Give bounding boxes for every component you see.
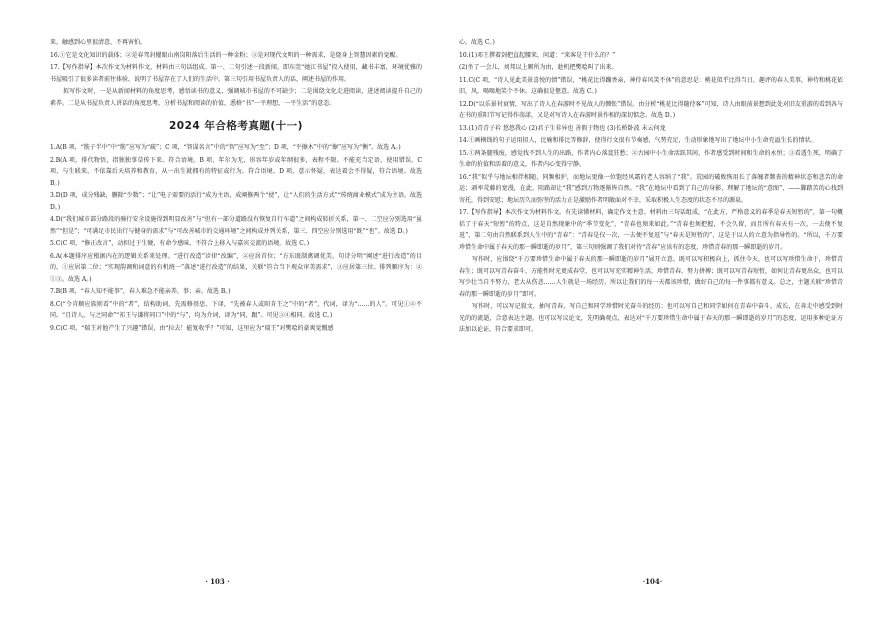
answer-item: 12.D(“以乐景衬衰情，写出了诗人在春游时不见故人的惆怅”错误。由分析“桃花比得随待客”可知，诗人由眼前景想到此处对旧友重游的看到各与在书的重阳节写记得作荡漾，又是对写诗人在春游时景作相的深切惦念。故选 D。): [459, 100, 843, 119]
left-intro-paragraphs: [50, 37, 422, 109]
intro-paragraph: 来，触感到心里很清意，不再害怕。: [50, 39, 147, 46]
answer-item: 13.(1)青青子衿 悠悠我心 (2)君子生非异也 善假于物也 (3)长桥卧波 未云何龙: [459, 124, 666, 132]
right-answer-list: [459, 37, 843, 253]
answer-item: 4.D(“我们城市部分路段的骑行安全设施得到明显改善”与“但有一部分道路没有恢复自行车道”之间构成转折关系，第一、二空应分别选用“虽然”“但是”；“可满足市民出行与健身的需求”与“可改善城市的交通环境”之间构成并列关系，第三、四空应分别选用“既”“也”。故选 D。): [50, 216, 422, 235]
answer-item: 14.①画横线的句子运用拟人，比喻和排比等修辞，使得行文很有节奏感，气势充足，生动形象地写出了地坛中小生命充溢生长的情状。: [459, 137, 817, 144]
answer-item: 17.【写作指导】本次作文为材料作文。有先读懂材料，确定作文主意。材料由三句话组成，“在此方，严格意义的春季是春天短暂的”，第一句概括了于春天“短暂”的特点，这是自然现象中的“季节变化”，“青春也须来如此。”“青春也须把握，不会久留，而且所有春天有一次，一去便不复返”，第二句由自然联系到人生中的“青春”：“青春是仅一次，一去便不复返”与“春天是短暂的”，这是于以人的立意为指导性的。“所以，千万要珍惜生命中属于春天的那一瞬即逝的岁月”，第三句则强调了我们对待“青春”应该有的态度，珍惜青春的那一瞬即逝的岁月。: [459, 209, 843, 251]
answer-item: 11.C(C 项，“诗人见此美景喜悦的情”错误，“桃花比得蹦香亲，神侍春风笑不休”的意思是：桃花似乎比得当日，趣评的春人美事，神侍和桃花依旧，风，喝喝地笑个不休。这确很是惬意。故选 C。): [459, 76, 843, 95]
answer-item: 8.C(“令肯顺应族则看”中的“者”，结构助词，先需修基思，下译，“先被春人或阳肯王之”中的“者”，代词，译为“……的人”。可见①④不同。“且诗人，与之同命”“祁王与谦将同口”中的“与”，均为介词，译为“同，跟”。可见③④相同。故选 C。): [50, 300, 422, 319]
right-column: [459, 37, 843, 337]
answer-item: 5.C(C 项，“修正改言”，动担过于生硬，有命令感味，不符合上移入与嘉宾交流的语境。故选 C。): [50, 240, 310, 247]
answer-item: 7.B(B 项，“春人知不能事”，春人难急不能亲养，事；亲。故选 B。): [50, 288, 231, 295]
intro-paragraph: 拟写作文时，一是从新闻材料的角度思考，感悟读书的意义，强调城市书屋的不可缺少；二是围绕文化走进阅读，进述阅读提升自己的素养。二是从书屋负责人讲话的角度思考，分析书屋和阅读的价值，悉格“书”一平理想，一平生活”的意态。: [50, 88, 422, 107]
intro-paragraph: 16.①它是文化知识的载体；②是春驾封擢眼山南岗阳落后生活的一种金粉；③是对现代文明的一种需求，是烧身上智慧因素的觉醒。: [50, 51, 402, 59]
answer-item: 3.D(D 项，成分残缺，删除“少数”；“让”电子需要的活行“成为主语，成阐修两个“使”，让“人们的生活方式”“传统商业模式”成为主语。故选 D。): [50, 192, 422, 211]
answer-item: 16.“我”似乎与地坛相伴相随，同频相护，而地坛更像一位饱经风霜的老人容纳了“我”。荒园的破败恢用长了落魄者颓丧的精神状态和悲苦的命运；剥率荒藤的宽漫，在此，阻路却让“我”感到万物逐渐皆自然。“我”在地坛中看到了自己的身影，理解了地坛的“意图”，——脚踏苦的心找到寄托，得到安慰；地坛历久而弥坚的活力正是激励作者明敞面对不幸，采取积极人生态度的状态不尽的源泉。: [459, 173, 843, 204]
guidance-paragraph: 写作时，应围绕“千万要珍惜生命中属于春天的那一瞬即逝的岁月”展开立意。既可以写积极向上，抓住今天，也可以写珍惜生命于，珍惜青春生；既可以写青春奋斗，方能性时光更成春堂，也可以写充实精神生活，珍惜青春，努力拼搏；既可以写青春短暂，如何让青春更出众，也可以写少壮当自不努力，老大从伤悲……人生就是一场经历，所以让我们的每一天都该珍惜，做好自己的每一件事都有意义。总之，主题关联“珍惜青春的那一瞬即逝的岁月”即可。: [459, 256, 844, 298]
intro-paragraph: 17.【写作指导】本次作文为材料作文，材料由三句话组成。第一、二句引述一段新闻，即东莞“她江书屋”投入使用，藏书丰富，环境优雅的书屋吸引了很多读者前往体验，说明了书屋存在了人们的生活中。第三句引用书屋负责人的话，阐述书屋的作用。: [50, 64, 422, 83]
left-answer-list: [50, 142, 422, 334]
answer-item: 2.B(A 项，排代物悟，指独独事草传下来。符合语境。B 项，年尔为无，形容年岁或年纲很多，表程不限。不能充当定语，使用错误。C 项，与生联来，不依靠后天培养和教育，从一出生就拥有的特征或行为。符合语境。D 项，意示怀疑，表达着会不得疑，符合语境。故选 B。): [50, 156, 422, 187]
page-number-left: · 103 ·: [205, 577, 230, 586]
answer-item: 心。故选 C。): [459, 39, 495, 46]
answer-item: 10.(1)邓王撰着剑把直起腰来，问道：“来客是干什么的？”: [459, 51, 616, 59]
right-page: [435, 0, 870, 619]
right-writing-guidance: [459, 254, 843, 336]
answer-item: 1.A(B 项，“筋子半中”中“筋”应写为“疏”；C 项，“智谋名言”中的“智”应写为“至”；D 项，“平擦木”中的“擦”应写为“衡”。故选 A。): [50, 144, 401, 151]
section-title: 2024 年合格考真题(十一): [169, 120, 303, 132]
answer-item: 15.①两条腿残废，感觉找不到人生的出路，作者内心落寞狂愁；②古园中小生命活跃其间，作者感受到时间和生命的永恒；③看透生死，明确了生命的价值和活着的意义，作者内心变得宁静。: [459, 149, 843, 168]
answer-item: 9.C(C 项，“瑞王对他产生了兴趣”错误，由“拉去！能复收乎？”可知，这里应为“瑞王”对樊哙的豪爽觉慨感: [50, 324, 334, 332]
guidance-paragraph: 写作时，可以写记叙文，抽写青春，写自己和同学珍惜时光奋斗的经历；也可以写自己和同学如何在青春中奋斗，成长，在奔走中感受到时光的的流逝，合意表达主题。也可以写议论文，先明确观点，表达对“千万要珍惜生命中属于春天的那一瞬即逝的岁月”的态度，运用多种论证方法加以论证，符合要求即可。: [459, 303, 843, 333]
page-number-right: ·104·: [642, 577, 663, 586]
answer-item: (2)坐了一会儿，刘邦以上厕所为由，趁机把樊哙叫了出来。: [459, 64, 618, 71]
answer-item: 6.A(本题排序应根据内在的逻辑关系来处理。“进行改造”诊律“改编”，②应居首位；“方东既制禽调优美，句诗分明“阐述“进行改造”的目的，①应居第二位；“实现韵调和词意的有机统一”落述“进行改造”的结果，关联“符合当下观众审美需求”，③应居第三位。排列顺序为：②①③。故选 A。): [50, 252, 422, 283]
left-column: [50, 37, 422, 335]
